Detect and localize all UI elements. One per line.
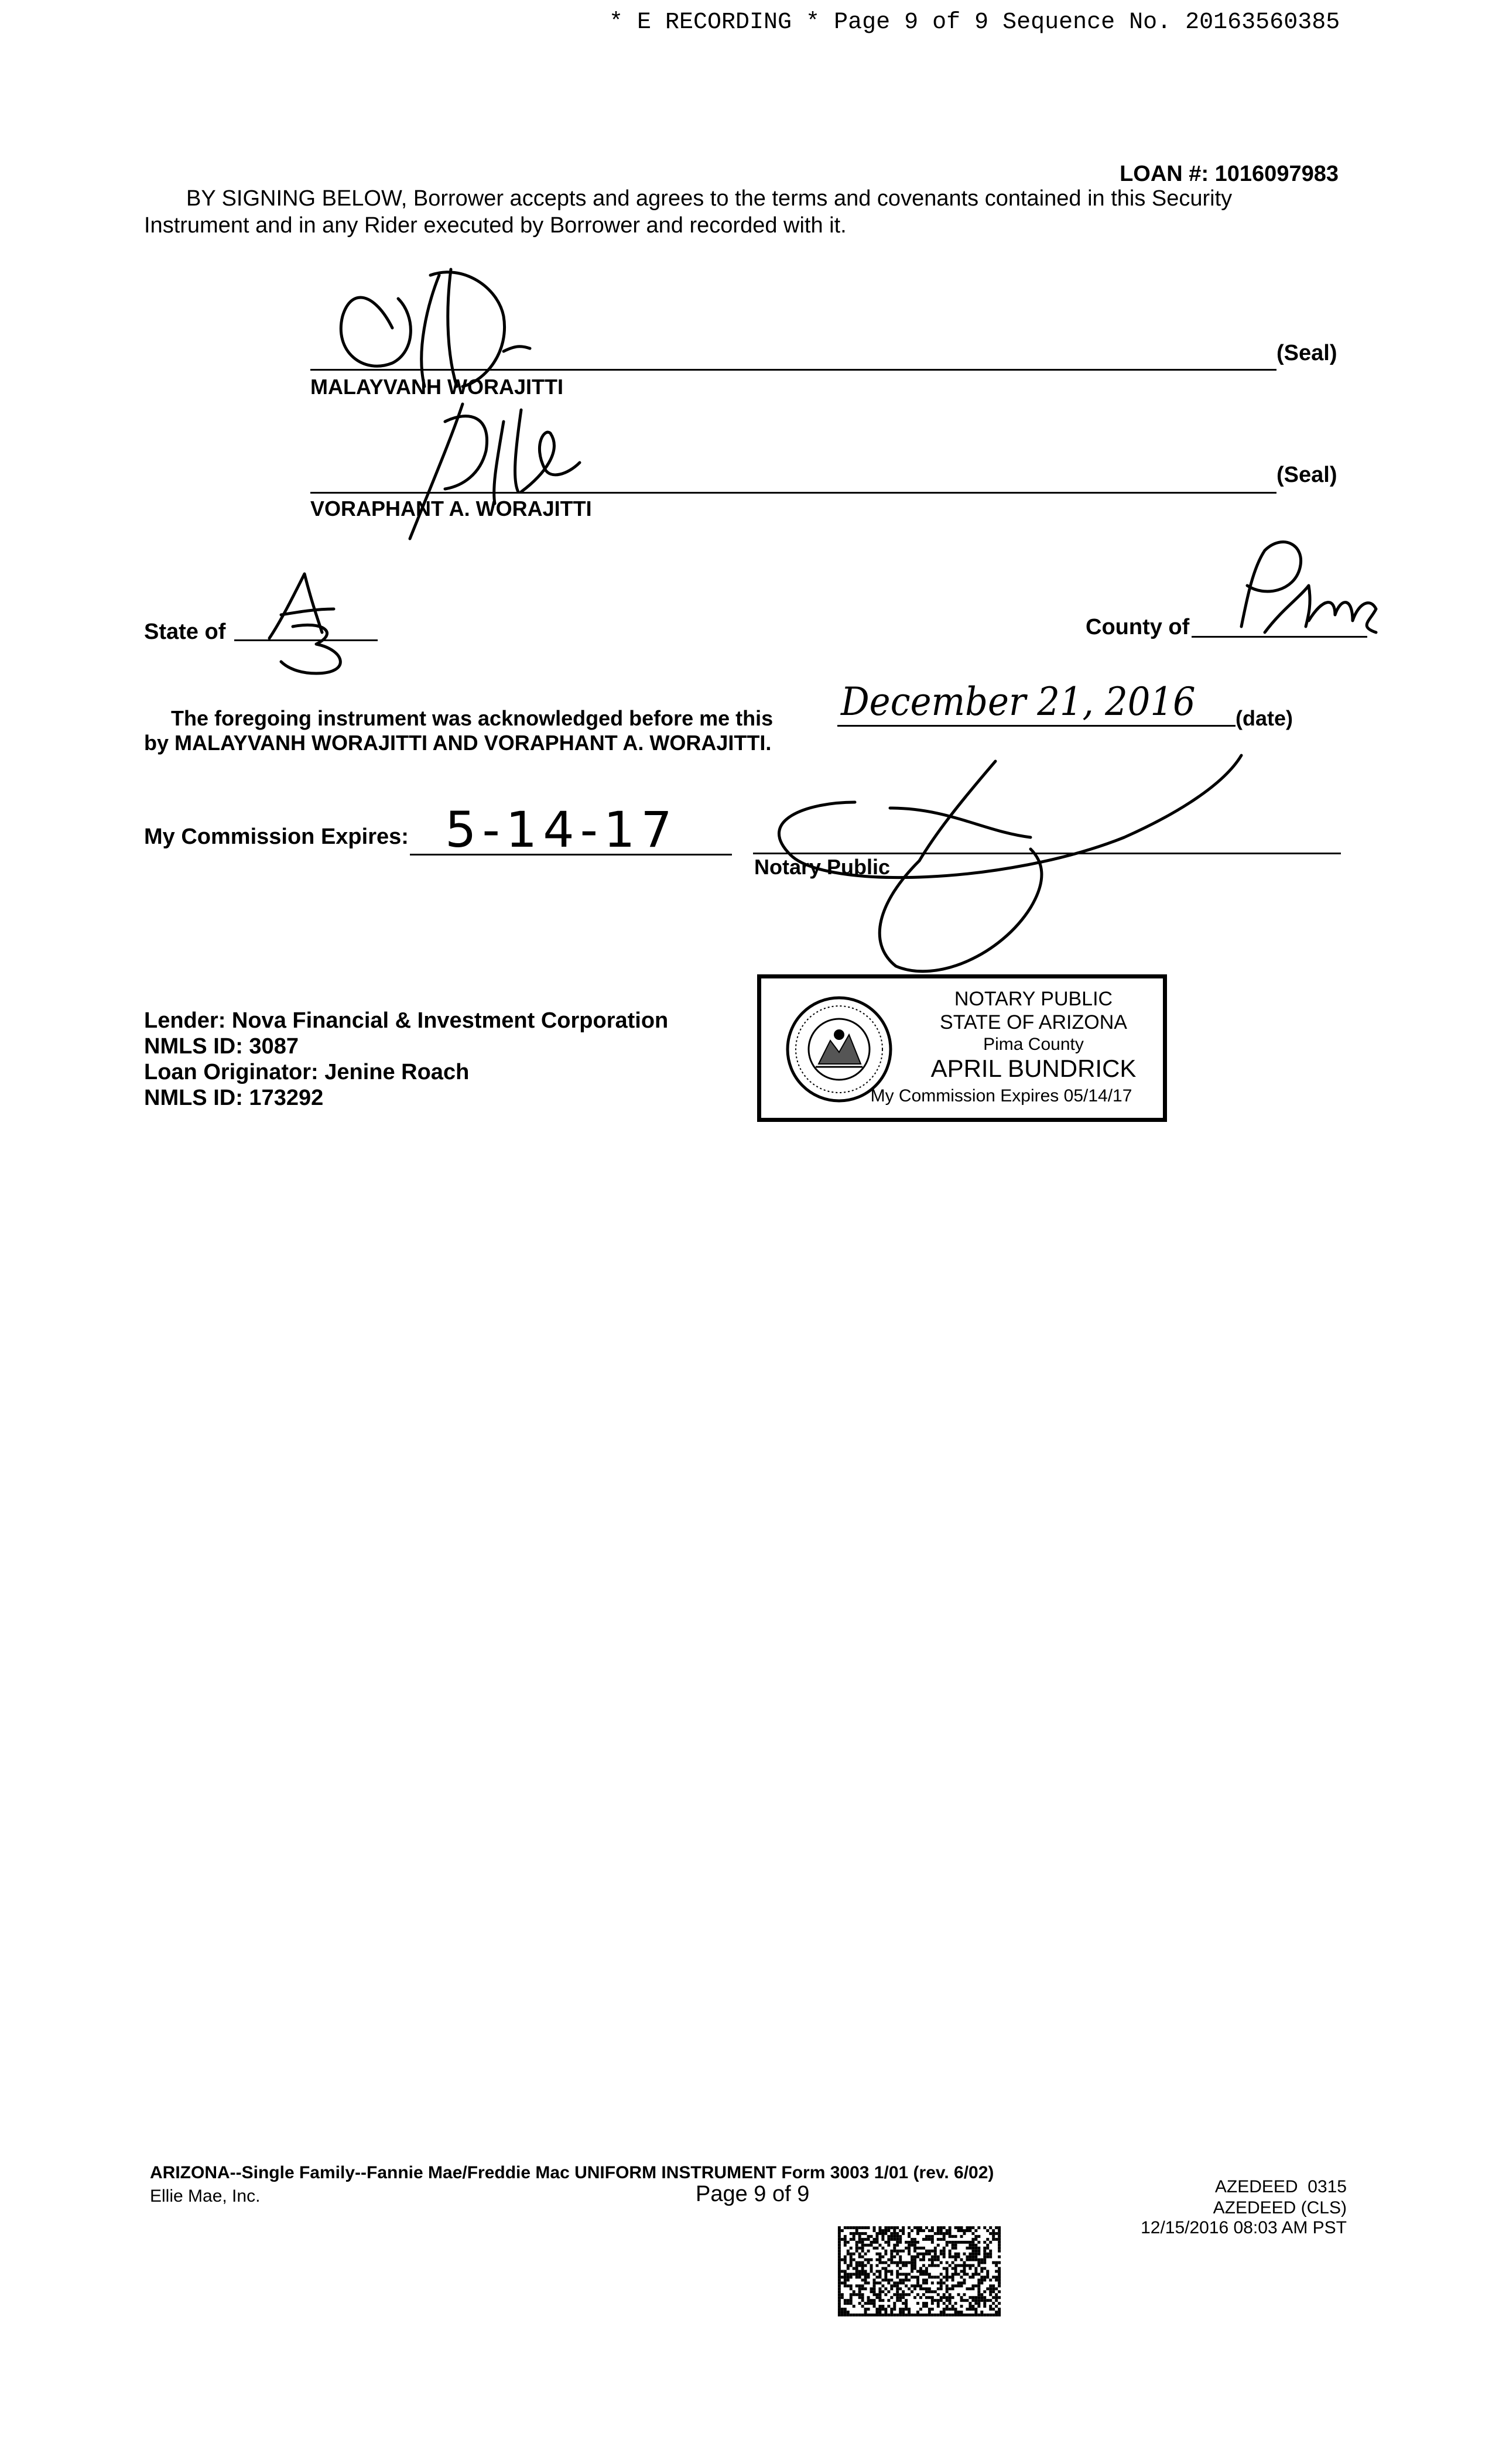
commission-date: 5-14-17	[445, 801, 678, 858]
handwritten-date: December 21, 2016	[841, 679, 1196, 724]
originator-nmls: NMLS ID: 173292	[144, 1086, 324, 1110]
borrower-1-seal: (Seal)	[1276, 341, 1337, 365]
footer-code-1: AZEDEED 0315	[1214, 2177, 1347, 2196]
barcode-icon	[837, 2226, 1001, 2316]
recording-header: * E RECORDING * Page 9 of 9 Sequence No. 20163560385	[609, 9, 1340, 36]
intro-line-1: BY SIGNING BELOW, Borrower accepts and agrees to the terms and covenants contained in this Security	[186, 186, 1233, 211]
borrower-1-name: MALAYVANH WORAJITTI	[310, 375, 563, 399]
company-name: Ellie Mae, Inc.	[150, 2186, 261, 2206]
borrower-2-seal: (Seal)	[1276, 463, 1337, 487]
stamp-notary-name: APRIL BUNDRICK	[930, 1055, 1137, 1082]
lender-line: Lender: Nova Financial & Investment Corporation	[144, 1008, 669, 1033]
acknowledgment-line-2: by MALAYVANH WORAJITTI AND VORAPHANT A. WORAJITTI.	[144, 731, 772, 755]
borrower-2-name: VORAPHANT A. WORAJITTI	[310, 497, 592, 521]
form-title: ARIZONA--Single Family--Fannie Mae/Freddie Mac UNIFORM INSTRUMENT Form 3003 1/01 (rev. 6/02)	[150, 2163, 994, 2182]
state-label: State of	[144, 620, 226, 644]
footer-timestamp: 12/15/2016 08:03 AM PST	[1141, 2218, 1347, 2237]
borrower-2-signature	[375, 386, 597, 550]
stamp-state: STATE OF ARIZONA	[940, 1011, 1127, 1033]
footer-code-2: AZEDEED (CLS)	[1213, 2198, 1347, 2217]
intro-line-2: Instrument and in any Rider executed by Borrower and recorded with it.	[144, 213, 847, 238]
notary-stamp	[757, 974, 1167, 1122]
stamp-title: NOTARY PUBLIC	[954, 988, 1113, 1010]
acknowledgment-line-1: The foregoing instrument was acknowledged before me this	[171, 706, 774, 730]
county-label: County of	[1086, 615, 1190, 639]
loan-number: LOAN #: 1016097983	[1120, 162, 1339, 186]
lender-nmls: NMLS ID: 3087	[144, 1034, 299, 1059]
commission-label: My Commission Expires:	[144, 824, 409, 849]
notary-signature	[703, 732, 1265, 990]
notary-label: Notary Public	[754, 855, 891, 879]
state-handwriting	[258, 562, 363, 679]
date-line	[837, 725, 1236, 727]
county-handwriting	[1183, 533, 1382, 644]
borrower-1-signature	[328, 252, 550, 404]
page-number: Page 9 of 9	[696, 2182, 810, 2206]
date-suffix: (date)	[1236, 706, 1293, 730]
stamp-county: Pima County	[983, 1035, 1084, 1054]
stamp-commission: My Commission Expires 05/14/17	[870, 1086, 1132, 1106]
loan-originator: Loan Originator: Jenine Roach	[144, 1060, 470, 1084]
